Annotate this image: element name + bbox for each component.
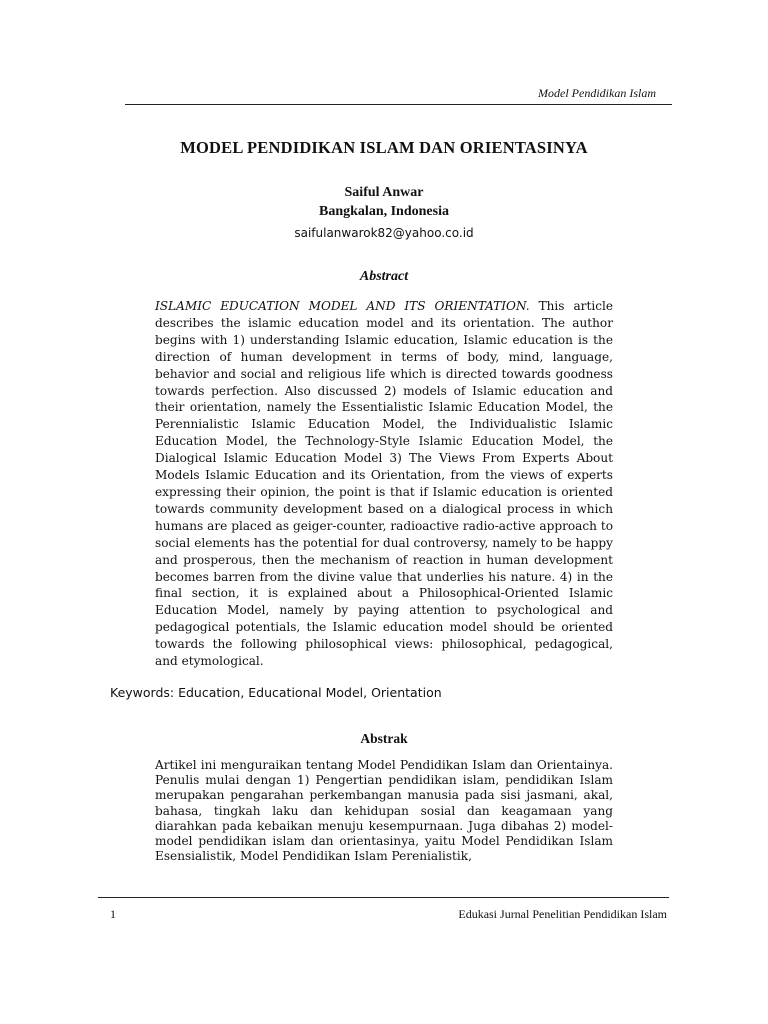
running-header: Model Pendidikan Islam: [538, 86, 656, 100]
page-number: 1: [110, 907, 116, 921]
author-email: saifulanwarok82@yahoo.co.id: [294, 226, 474, 240]
keywords: Keywords: Education, Educational Model, Orientation: [110, 685, 442, 700]
paper-title: MODEL PENDIDIKAN ISLAM DAN ORIENTASINYA: [180, 138, 588, 157]
abstract-text: This article describes the islamic education model and its orientation. The author begins with 1) understanding Islamic education, Islamic education is the direction of human development in terms of body, mind, language, behavior and social and religious life which is directed towards goodness towards perfection. Also discussed 2) models of Islamic education and their orientation, namely the Essentialistic Islamic Education Model, the Perennialistic Islamic Education Model, the Individualistic Islamic Education Model, the Technology-Style Islamic Education Model, the Dialogical Islamic Education Model 3) The Views From Experts About Models Islamic Education and its Orientation, from the views of experts expressing their opinion, the point is that if Islamic education is oriented towards community development based on a dialogical process in which humans are placed as geiger-counter, radioactive radio-active approach to social elements has the potential for dual controversy, namely to be happy and prosperous, then the mechanism of reaction in human development becomes barren from the divine value that underlies his nature. 4) in the final section, it is explained about a Philosophical-Oriented Islamic Education Model, namely by paying attention to psychological and pedagogical potentials, the Islamic education model should be oriented towards the following philosophical views: philosophical, pedagogical, and etymological.: [155, 299, 613, 669]
abstrak-heading: Abstrak: [360, 731, 408, 746]
abstrak-body: Artikel ini menguraikan tentang Model Pendidikan Islam dan Orientainya. Penulis mulai dengan 1) Pengertian pendidikan islam, pendidikan Islam merupakan pengarahan perkembangan manusia pada sisi jasmani, akal, bahasa, tingkah laku dan kehidupan sosial dan keagamaan yang diarahkan pada kebaikan menuju kesempurnaan. Juga dibahas 2) model-model pendidikan islam dan orientasinya, yaitu Model Pendidikan Islam Esensialistik, Model Pendidikan Islam Perenialistik,: [155, 758, 613, 864]
abstract-heading: Abstract: [359, 269, 409, 284]
footer-rule: [98, 897, 669, 898]
header-rule: [125, 104, 672, 105]
journal-name: Edukasi Jurnal Penelitian Pendidikan Islam: [458, 907, 667, 921]
abstract-body: [155, 298, 613, 670]
author-affiliation: Bangkalan, Indonesia: [319, 204, 449, 219]
abstract-lead: ISLAMIC EDUCATION MODEL AND ITS ORIENTATION.: [155, 299, 530, 313]
author-block: [0, 183, 768, 243]
author-name: Saiful Anwar: [344, 185, 424, 200]
